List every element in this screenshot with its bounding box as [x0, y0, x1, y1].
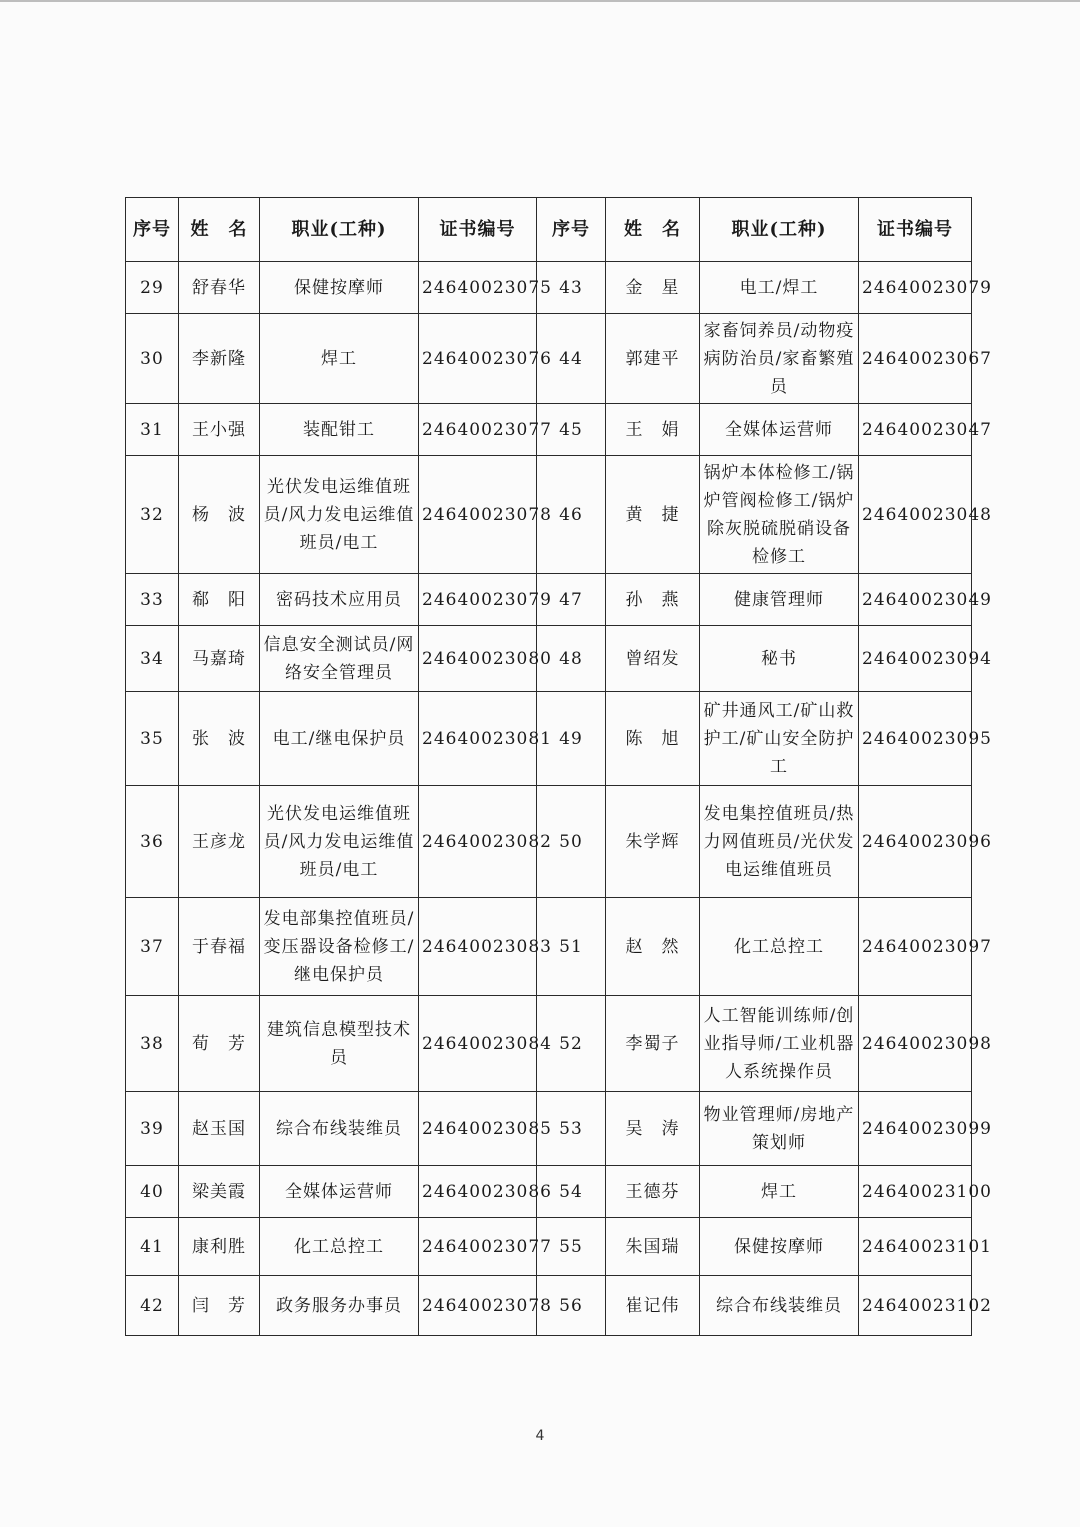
header-serial-left: 序号 [126, 198, 179, 262]
person-name-left: 梁美霞 [179, 1166, 260, 1218]
person-name-right: 李蜀子 [606, 996, 700, 1092]
serial-number-right: 48 [537, 626, 606, 692]
person-name-left: 于春福 [179, 898, 260, 996]
serial-number-left: 36 [126, 786, 179, 898]
certificate-number-left: 24640023081 [419, 692, 537, 786]
table-body [126, 262, 992, 1336]
table-row [126, 626, 972, 692]
occupation-right: 发电集控值班员/热力网值班员/光伏发电运维值班员 [700, 786, 859, 898]
table-row [126, 1218, 972, 1276]
person-name-left: 荀 芳 [179, 996, 260, 1092]
certificate-number-left: 24640023080 [419, 626, 537, 692]
occupation-left: 信息安全测试员/网络安全管理员 [260, 626, 419, 692]
occupation-left: 全媒体运营师 [260, 1166, 419, 1218]
serial-number-right: 53 [537, 1092, 606, 1166]
certificate-number-left: 24640023079 [419, 574, 537, 626]
occupation-left: 综合布线装维员 [260, 1092, 419, 1166]
table-row [126, 404, 972, 456]
certificate-number-left: 24640023077 [419, 1218, 537, 1276]
table-row [126, 786, 972, 898]
person-name-left: 赵玉国 [179, 1092, 260, 1166]
occupation-left: 发电部集控值班员/变压器设备检修工/继电保护员 [260, 898, 419, 996]
table-row [126, 314, 972, 404]
occupation-left: 装配钳工 [260, 404, 419, 456]
serial-number-left: 32 [126, 456, 179, 574]
table-row [126, 574, 972, 626]
serial-number-right: 52 [537, 996, 606, 1092]
serial-number-left: 31 [126, 404, 179, 456]
serial-number-left: 35 [126, 692, 179, 786]
person-name-right: 王德芬 [606, 1166, 700, 1218]
occupation-left: 密码技术应用员 [260, 574, 419, 626]
table-row [126, 1276, 972, 1336]
occupation-right: 物业管理师/房地产策划师 [700, 1092, 859, 1166]
person-name-left: 杨 波 [179, 456, 260, 574]
header-name-right: 姓 名 [606, 198, 700, 262]
person-name-right: 朱学辉 [606, 786, 700, 898]
serial-number-right: 47 [537, 574, 606, 626]
certificate-number-right: 24640023100 [859, 1166, 972, 1218]
person-name-left: 张 波 [179, 692, 260, 786]
serial-number-left: 37 [126, 898, 179, 996]
serial-number-right: 49 [537, 692, 606, 786]
person-name-left: 郗 阳 [179, 574, 260, 626]
occupation-left: 光伏发电运维值班员/风力发电运维值班员/电工 [260, 786, 419, 898]
serial-number-right: 54 [537, 1166, 606, 1218]
person-name-right: 曾绍发 [606, 626, 700, 692]
table-row [126, 1166, 972, 1218]
person-name-left: 李新隆 [179, 314, 260, 404]
person-name-right: 王 娟 [606, 404, 700, 456]
certificate-number-right: 24640023048 [859, 456, 972, 574]
certificate-number-right: 24640023102 [859, 1276, 972, 1336]
page-number: 4 [535, 1428, 545, 1444]
serial-number-left: 30 [126, 314, 179, 404]
serial-number-right: 56 [537, 1276, 606, 1336]
serial-number-left: 39 [126, 1092, 179, 1166]
occupation-right: 健康管理师 [700, 574, 859, 626]
certificate-number-left: 24640023083 [419, 898, 537, 996]
certificate-number-left: 24640023085 [419, 1092, 537, 1166]
occupation-left: 电工/继电保护员 [260, 692, 419, 786]
serial-number-left: 41 [126, 1218, 179, 1276]
certificate-number-left: 24640023086 [419, 1166, 537, 1218]
certificate-number-right: 24640023094 [859, 626, 972, 692]
person-name-right: 吴 涛 [606, 1092, 700, 1166]
serial-number-right: 55 [537, 1218, 606, 1276]
person-name-right: 赵 然 [606, 898, 700, 996]
serial-number-left: 29 [126, 262, 179, 314]
occupation-right: 矿井通风工/矿山救护工/矿山安全防护工 [700, 692, 859, 786]
person-name-right: 陈 旭 [606, 692, 700, 786]
occupation-left: 建筑信息模型技术员 [260, 996, 419, 1092]
certificate-number-left: 24640023077 [419, 404, 537, 456]
occupation-right: 全媒体运营师 [700, 404, 859, 456]
serial-number-left: 40 [126, 1166, 179, 1218]
certificate-number-right: 24640023079 [859, 262, 972, 314]
table-header-row [126, 198, 972, 262]
person-name-left: 王小强 [179, 404, 260, 456]
occupation-right: 化工总控工 [700, 898, 859, 996]
serial-number-right: 51 [537, 898, 606, 996]
occupation-right: 综合布线装维员 [700, 1276, 859, 1336]
certificate-number-left: 24640023078 [419, 1276, 537, 1336]
certificate-number-right: 24640023049 [859, 574, 972, 626]
person-name-right: 崔记伟 [606, 1276, 700, 1336]
header-occupation-left: 职业(工种) [260, 198, 419, 262]
certificate-number-right: 24640023098 [859, 996, 972, 1092]
certificate-number-right: 24640023096 [859, 786, 972, 898]
table-row [126, 898, 972, 996]
occupation-left: 焊工 [260, 314, 419, 404]
person-name-right: 孙 燕 [606, 574, 700, 626]
certificate-number-left: 24640023082 [419, 786, 537, 898]
header-occupation-right: 职业(工种) [700, 198, 859, 262]
serial-number-right: 50 [537, 786, 606, 898]
certificate-number-right: 24640023067 [859, 314, 972, 404]
certificate-number-left: 24640023084 [419, 996, 537, 1092]
certificate-number-right: 24640023101 [859, 1218, 972, 1276]
table-row [126, 996, 972, 1092]
occupation-right: 焊工 [700, 1166, 859, 1218]
person-name-left: 闫 芳 [179, 1276, 260, 1336]
person-name-left: 马嘉琦 [179, 626, 260, 692]
page-top-edge [0, 0, 1080, 2]
occupation-left: 化工总控工 [260, 1218, 419, 1276]
serial-number-right: 46 [537, 456, 606, 574]
serial-number-right: 44 [537, 314, 606, 404]
table-row [126, 262, 972, 314]
occupation-left: 政务服务办事员 [260, 1276, 419, 1336]
person-name-right: 黄 捷 [606, 456, 700, 574]
occupation-right: 人工智能训练师/创业指导师/工业机器人系统操作员 [700, 996, 859, 1092]
serial-number-left: 34 [126, 626, 179, 692]
person-name-left: 康利胜 [179, 1218, 260, 1276]
occupation-right: 保健按摩师 [700, 1218, 859, 1276]
person-name-right: 郭建平 [606, 314, 700, 404]
certificate-number-left: 24640023078 [419, 456, 537, 574]
occupation-right: 锅炉本体检修工/锅炉管阀检修工/锅炉除灰脱硫脱硝设备检修工 [700, 456, 859, 574]
header-certificate-left: 证书编号 [419, 198, 537, 262]
occupation-right: 秘书 [700, 626, 859, 692]
table-row [126, 692, 972, 786]
occupation-right: 家畜饲养员/动物疫病防治员/家畜繁殖员 [700, 314, 859, 404]
certificate-roster-table [125, 197, 992, 1336]
serial-number-left: 38 [126, 996, 179, 1092]
occupation-right: 电工/焊工 [700, 262, 859, 314]
header-certificate-right: 证书编号 [859, 198, 972, 262]
occupation-left: 保健按摩师 [260, 262, 419, 314]
certificate-number-right: 24640023047 [859, 404, 972, 456]
table-row [126, 1092, 972, 1166]
person-name-right: 朱国瑞 [606, 1218, 700, 1276]
header-name-left: 姓 名 [179, 198, 260, 262]
person-name-left: 王彦龙 [179, 786, 260, 898]
serial-number-left: 42 [126, 1276, 179, 1336]
certificate-number-left: 24640023075 [419, 262, 537, 314]
certificate-number-left: 24640023076 [419, 314, 537, 404]
certificate-number-right: 24640023099 [859, 1092, 972, 1166]
certificate-number-right: 24640023097 [859, 898, 972, 996]
person-name-right: 金 星 [606, 262, 700, 314]
header-serial-right: 序号 [537, 198, 606, 262]
serial-number-right: 45 [537, 404, 606, 456]
person-name-left: 舒春华 [179, 262, 260, 314]
table-row [126, 456, 972, 574]
serial-number-left: 33 [126, 574, 179, 626]
occupation-left: 光伏发电运维值班员/风力发电运维值班员/电工 [260, 456, 419, 574]
certificate-number-right: 24640023095 [859, 692, 972, 786]
serial-number-right: 43 [537, 262, 606, 314]
